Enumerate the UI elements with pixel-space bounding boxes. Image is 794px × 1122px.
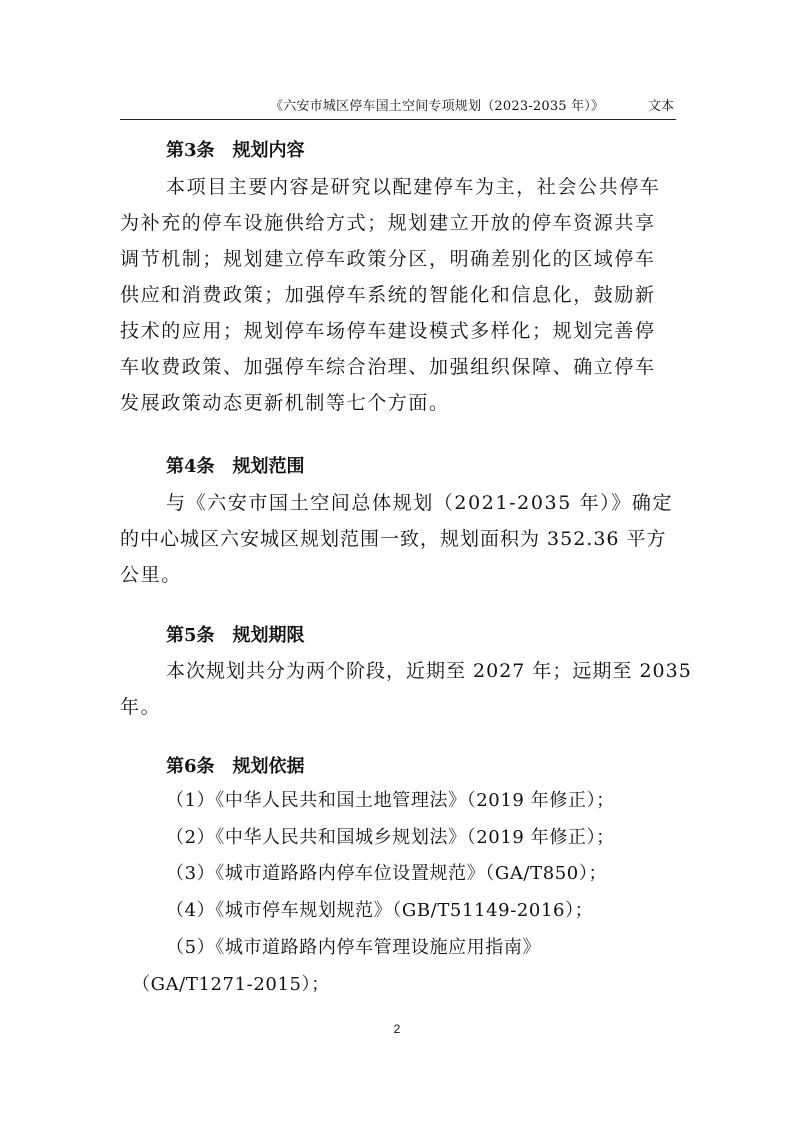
reference-item: （4）《城市停车规划规范》（GB/T51149-2016）； bbox=[166, 900, 594, 921]
document-type-label: 文本 bbox=[647, 99, 674, 114]
article-title: 规划依据 bbox=[232, 756, 305, 777]
paragraph-line: 供应和消费政策；加强停车系统的智能化和信息化，鼓励新 bbox=[120, 284, 656, 306]
article-title: 规划期限 bbox=[232, 625, 305, 646]
paragraph-line: 年。 bbox=[120, 696, 162, 718]
reference-item-continued: （GA/T1271-2015）； bbox=[132, 974, 330, 995]
paragraph-line: 技术的应用；规划停车场停车建设模式多样化；规划完善停 bbox=[120, 320, 656, 342]
paragraph-line: 本项目主要内容是研究以配建停车为主，社会公共停车 bbox=[166, 176, 661, 198]
reference-item: （1）《中华人民共和国土地管理法》（2019 年修正）； bbox=[166, 790, 615, 811]
article-6-heading bbox=[166, 752, 305, 778]
paragraph-line: 的中心城区六安城区规划范围一致，规划面积为 352.36 平方 bbox=[120, 528, 667, 550]
paragraph-line: 车收费政策、加强停车综合治理、加强组织保障、确立停车 bbox=[120, 356, 656, 378]
paragraph-line: 调节机制；规划建立停车政策分区，明确差别化的区域停车 bbox=[120, 248, 656, 270]
paragraph-line: 为补充的停车设施供给方式；规划建立开放的停车资源共享 bbox=[120, 212, 656, 234]
article-title: 规划范围 bbox=[232, 456, 305, 477]
paragraph-line: 发展政策动态更新机制等七个方面。 bbox=[120, 392, 450, 414]
reference-item: （5）《城市道路路内停车管理设施应用指南》 bbox=[166, 937, 542, 958]
page-header bbox=[120, 93, 676, 120]
paragraph-line: 本次规划共分为两个阶段，近期至 2027 年；远期至 2035 bbox=[166, 660, 692, 682]
paragraph-line: 公里。 bbox=[120, 564, 182, 586]
article-number: 第4条 bbox=[166, 456, 215, 477]
document-title: 《六安市城区停车国土空间专项规划（2023-2035 年）》 bbox=[270, 99, 605, 114]
article-number: 第3条 bbox=[166, 140, 215, 161]
article-number: 第5条 bbox=[166, 625, 215, 646]
reference-item: （3）《城市道路路内停车位设置规范》（GA/T850）； bbox=[166, 863, 608, 884]
reference-item: （2）《中华人民共和国城乡规划法》（2019 年修正）； bbox=[166, 827, 615, 848]
article-title: 规划内容 bbox=[232, 140, 305, 161]
paragraph-line: 与《六安市国土空间总体规划（2021-2035 年）》确定 bbox=[166, 492, 674, 514]
article-4-heading bbox=[166, 452, 305, 478]
article-number: 第6条 bbox=[166, 756, 215, 777]
page-number: 2 bbox=[393, 1022, 401, 1036]
article-3-heading bbox=[166, 136, 305, 162]
article-5-heading bbox=[166, 621, 305, 647]
